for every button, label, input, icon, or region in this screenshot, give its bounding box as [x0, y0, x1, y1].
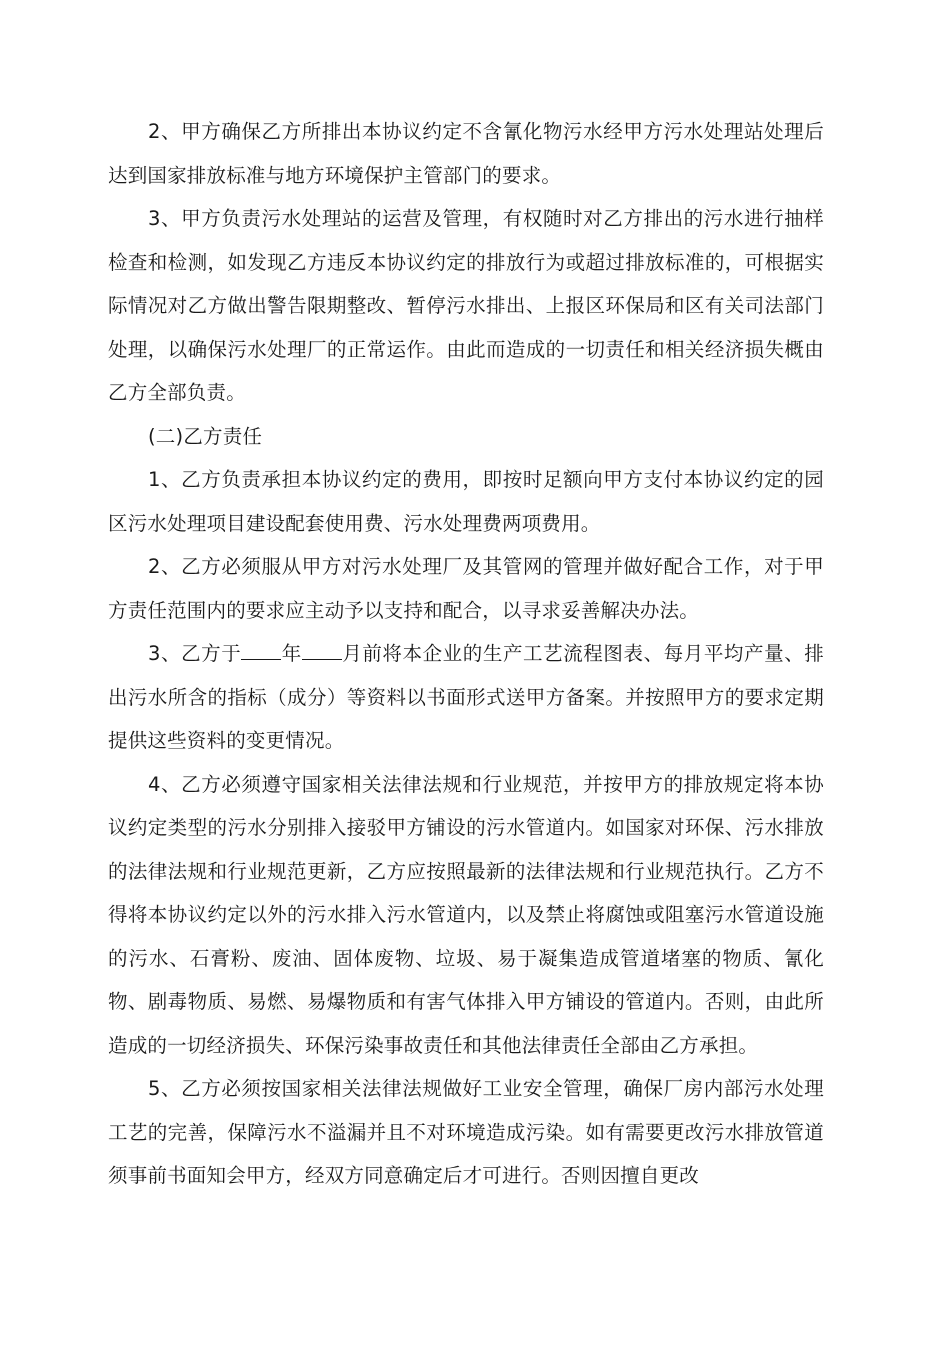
clause-b3-rest: 月前将本企业的生产工艺流程图表、每月平均产量、排出污水所含的指标（成分）等资料以书面形式送甲方备案。并按照甲方的要求定期提供这些资料的变更情况。 — [108, 642, 824, 752]
year-blank — [241, 639, 281, 660]
clause-b3 — [108, 632, 824, 763]
clause-b5: 5、乙方必须按国家相关法律法规做好工业安全管理，确保厂房内部污水处理工艺的完善，保障污水不溢漏并且不对环境造成污染。如有需要更改污水排放管道须事前书面知会甲方，经双方同意确定后才可进行。否则因擅自更改 — [108, 1077, 824, 1187]
clause-a3: 3、甲方负责污水处理站的运营及管理，有权随时对乙方排出的污水进行抽样检查和检测，如发现乙方违反本协议约定的排放行为或超过排放标准的，可根据实际情况对乙方做出警告限期整改、暂停污水排出、上报区环保局和区有关司法部门处理，以确保污水处理厂的正常运作。由此而造成的一切责任和相关经济损失概由乙方全部负责。 — [108, 207, 824, 404]
clause-b1: 1、乙方负责承担本协议约定的费用，即按时足额向甲方支付本协议约定的园区污水处理项目建设配套使用费、污水处理费两项费用。 — [108, 468, 824, 535]
clause-b4: 4、乙方必须遵守国家相关法律法规和行业规范，并按甲方的排放规定将本协议约定类型的污水分别排入接驳甲方铺设的污水管道内。如国家对环保、污水排放的法律法规和行业规范更新，乙方应按照最新的法律法规和行业规范执行。乙方不得将本协议约定以外的污水排入污水管道内，以及禁止将腐蚀或阻塞污水管道设施的污水、石膏粉、废油、固体废物、垃圾、易于凝集造成管道堵塞的物质、氰化物、剧毒物质、易燃、易爆物质和有害气体排入甲方铺设的管道内。否则，由此所造成的一切经济损失、环保污染事故责任和其他法律责任全部由乙方承担。 — [108, 772, 824, 1057]
clause-b2: 2、乙方必须服从甲方对污水处理厂及其管网的管理并做好配合工作，对于甲方责任范围内的要求应主动予以支持和配合，以寻求妥善解决办法。 — [108, 555, 824, 622]
year-label: 年 — [281, 642, 302, 665]
section-heading-party-b: (二)乙方责任 — [148, 424, 263, 448]
month-blank — [302, 639, 342, 660]
clause-b3-prefix: 3、乙方于 — [148, 642, 242, 665]
document-body — [108, 110, 824, 1198]
clause-a2: 2、甲方确保乙方所排出本协议约定不含氰化物污水经甲方污水处理站处理后达到国家排放标准与地方环境保护主管部门的要求。 — [108, 120, 824, 187]
